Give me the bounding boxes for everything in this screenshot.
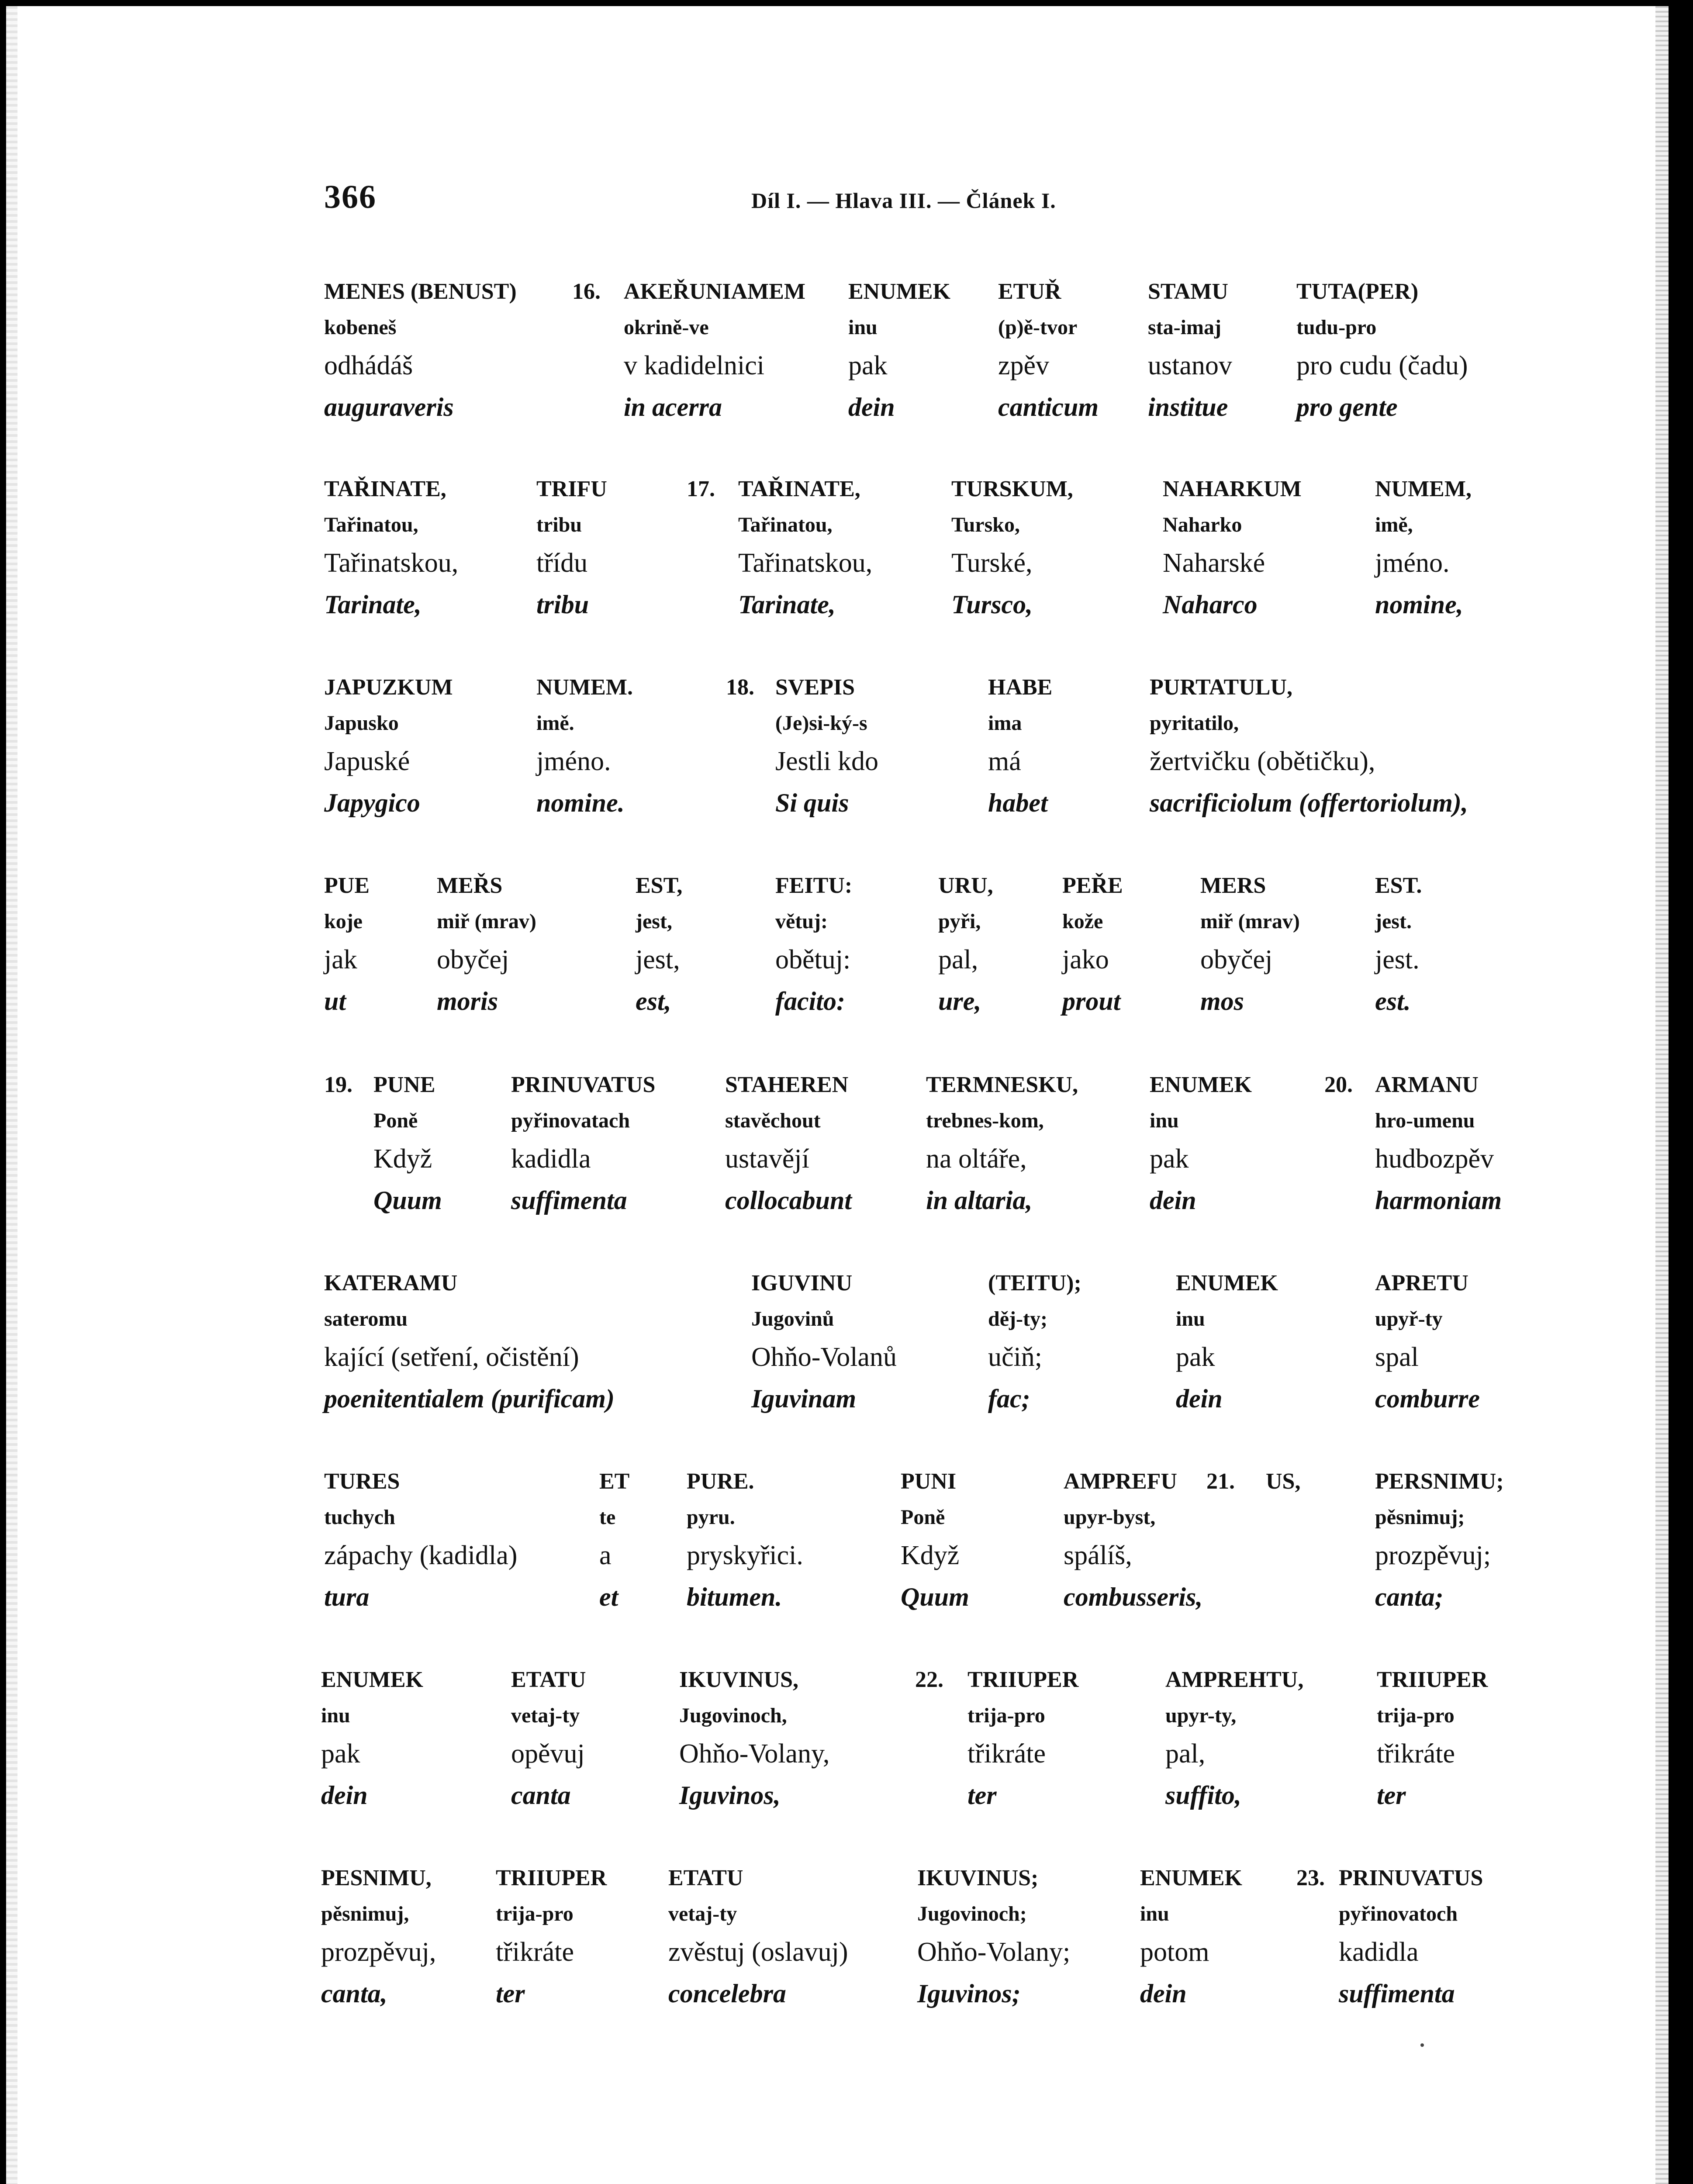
latin-translation: Naharco [1163, 590, 1258, 619]
umbrian-word: KATERAMU [324, 1271, 458, 1296]
umbrian-word: NAHARKUM [1163, 477, 1302, 501]
czech-translation: Ohňo-Volany; [917, 1937, 1071, 1967]
section-number-20: 20. [1324, 1072, 1353, 1097]
umbrian-word: ARMANU [1375, 1072, 1479, 1097]
latin-translation: tribu [536, 590, 589, 619]
umbrian-word: TURSKUM, [951, 477, 1073, 501]
umbrian-word: PESNIMU, [321, 1866, 432, 1890]
czech-translation: obětuj: [775, 945, 851, 975]
transliteration: miř (mrav) [1200, 910, 1300, 933]
word-column [679, 1664, 829, 1815]
transliteration: vetaj-ty [668, 1902, 737, 1925]
czech-translation: pak [1176, 1342, 1215, 1372]
latin-translation: dein [848, 393, 895, 422]
czech-translation: obyčej [437, 945, 509, 975]
czech-translation: jako [1062, 945, 1109, 975]
word-column [324, 870, 370, 1021]
transliteration: ima [988, 712, 1022, 735]
word-column [1375, 473, 1472, 625]
czech-translation: kadidla [1339, 1937, 1419, 1967]
transliteration: sta-imaj [1148, 316, 1221, 339]
transliteration: větuj: [775, 910, 828, 933]
umbrian-word: PUNI [901, 1469, 957, 1494]
latin-translation: Quum [373, 1186, 442, 1215]
latin-translation: et [599, 1583, 618, 1611]
word-column [496, 1863, 607, 2014]
latin-translation: canta; [1375, 1583, 1444, 1611]
czech-translation: kadidla [511, 1144, 591, 1174]
latin-translation: facito: [775, 987, 845, 1016]
transliteration: pyřinovatach [511, 1109, 630, 1132]
transliteration: Tursko, [951, 513, 1020, 536]
umbrian-word: STAHEREN [725, 1072, 849, 1097]
transliteration: pyritatilo, [1150, 712, 1239, 735]
transliteration: Poně [373, 1109, 418, 1132]
transliteration: pyřinovatoch [1339, 1902, 1458, 1925]
umbrian-word: APRETU [1375, 1271, 1468, 1296]
transliteration: te [599, 1506, 616, 1529]
umbrian-word: AKEŘUNIAMEM [624, 279, 805, 304]
word-column [1165, 1664, 1303, 1815]
interlinear-block-6 [0, 1268, 1693, 1412]
transliteration: inu [1150, 1109, 1179, 1132]
transliteration: upyr-byst, [1064, 1506, 1156, 1529]
transliteration: Tařinatou, [324, 513, 418, 536]
transliteration [1266, 1503, 1300, 1538]
czech-translation: spal [1375, 1342, 1419, 1372]
latin-translation: concelebra [668, 1979, 786, 2008]
transliteration: Jugovinoch, [679, 1704, 787, 1727]
latin-translation: fac; [988, 1384, 1030, 1413]
word-column [1150, 1069, 1252, 1220]
czech-translation: Ohňo-Volany, [679, 1739, 830, 1769]
transliteration: trebnes-kom, [926, 1109, 1044, 1132]
latin-translation: collocabunt [725, 1186, 852, 1215]
latin-translation: institue [1148, 393, 1228, 422]
umbrian-word: ENUMEK [1140, 1866, 1242, 1890]
latin-translation: ter [496, 1979, 525, 2008]
transliteration: děj-ty; [988, 1307, 1047, 1330]
umbrian-word: IKUVINUS, [679, 1667, 799, 1692]
word-column [738, 473, 872, 625]
czech-translation: jak [324, 945, 357, 975]
czech-translation: opěvuj [511, 1739, 585, 1769]
umbrian-word: TAŘINATE, [738, 477, 860, 501]
transliteration: inu [1176, 1307, 1205, 1330]
transliteration: jest. [1375, 910, 1412, 933]
interlinear-block-3 [0, 672, 1693, 816]
czech-translation: Tařinatskou, [324, 548, 459, 578]
czech-translation: kající (setření, očistění) [324, 1342, 579, 1372]
czech-translation: Když [373, 1144, 432, 1174]
word-column [324, 473, 458, 625]
latin-translation: Tarinate, [324, 590, 422, 619]
transliteration: Poně [901, 1506, 945, 1529]
czech-translation: třídu [536, 548, 588, 578]
latin-translation: Tursco, [951, 590, 1033, 619]
latin-translation: Iguvinos, [679, 1781, 781, 1810]
transliteration: kobeneš [324, 316, 397, 339]
umbrian-word: SVEPIS [775, 675, 855, 700]
umbrian-word: FEITU: [775, 873, 853, 898]
latin-translation: dein [321, 1781, 368, 1810]
latin-translation: suffimenta [511, 1186, 627, 1215]
transliteration: tuchych [324, 1506, 395, 1529]
word-column [775, 672, 878, 823]
umbrian-word: ETATU [668, 1866, 743, 1890]
latin-translation: Japygico [324, 788, 420, 817]
umbrian-word: PUE [324, 873, 370, 898]
word-column [1375, 1268, 1480, 1419]
word-column [917, 1863, 1070, 2014]
word-column [636, 870, 682, 1021]
transliteration: okrině-ve [624, 316, 709, 339]
word-column [751, 1268, 897, 1419]
umbrian-word: (TEITU); [988, 1271, 1081, 1296]
word-column [848, 276, 950, 427]
umbrian-word: ENUMEK [1150, 1072, 1252, 1097]
word-column [1176, 1268, 1278, 1419]
transliteration: Tařinatou, [738, 513, 833, 536]
page-number: 366 [324, 179, 377, 215]
transliteration: Japusko [324, 712, 399, 735]
latin-translation: suffimenta [1339, 1979, 1455, 2008]
word-column [373, 1069, 442, 1220]
section-number-16: 16. [572, 279, 601, 304]
interlinear-block-9 [0, 1863, 1693, 2007]
word-column [1266, 1466, 1300, 1617]
word-column [1064, 1466, 1202, 1617]
word-column [1296, 276, 1468, 427]
section-number-18: 18. [726, 675, 754, 700]
latin-translation: Quum [901, 1583, 969, 1611]
latin-translation: auguraveris [324, 393, 454, 422]
umbrian-word: TUTA(PER) [1296, 279, 1419, 304]
transliteration: Jugovinů [751, 1307, 834, 1330]
czech-translation: Naharské [1163, 548, 1265, 578]
umbrian-word: TERMNESKU, [926, 1072, 1078, 1097]
latin-translation: in acerra [624, 393, 722, 422]
umbrian-word: MEŘS [437, 873, 503, 898]
transliteration: trija-pro [967, 1704, 1045, 1727]
czech-translation: zápachy (kadidla) [324, 1541, 518, 1570]
umbrian-word: URU, [938, 873, 993, 898]
czech-translation: Tařinatskou, [738, 548, 873, 578]
transliteration: pěsnimuj; [1375, 1506, 1465, 1529]
czech-translation: obyčej [1200, 945, 1273, 975]
latin-translation: pro gente [1296, 393, 1398, 422]
umbrian-word: ET [599, 1469, 630, 1494]
word-column [1375, 1466, 1504, 1617]
latin-translation: Si quis [775, 788, 849, 817]
czech-translation: hudbozpěv [1375, 1144, 1494, 1174]
transliteration: pyři, [938, 910, 981, 933]
word-column [1163, 473, 1302, 625]
transliteration: trija-pro [1377, 1704, 1455, 1727]
latin-translation: mos [1200, 987, 1244, 1016]
interlinear-block-2 [0, 473, 1693, 618]
transliteration: imě, [1375, 513, 1413, 536]
czech-translation: třikráte [496, 1937, 574, 1967]
umbrian-word: TURES [324, 1469, 400, 1494]
word-column [1200, 870, 1300, 1021]
umbrian-word: PRINUVATUS [511, 1072, 656, 1097]
interlinear-block-4 [0, 870, 1693, 1014]
czech-translation: má [988, 746, 1021, 776]
interlinear-block-5 [0, 1069, 1693, 1213]
umbrian-word: AMPREFU [1064, 1469, 1177, 1494]
transliteration: pyru. [687, 1506, 735, 1529]
interlinear-block-8 [0, 1664, 1693, 1808]
interlinear-block-1 [0, 276, 1693, 420]
ink-speck [1420, 2043, 1424, 2047]
umbrian-word: TAŘINATE, [324, 477, 446, 501]
transliteration: upyr-ty, [1165, 1704, 1237, 1727]
czech-translation: Turské, [951, 548, 1033, 578]
latin-translation: combusseris, [1064, 1583, 1203, 1611]
umbrian-word: ETUŘ [998, 279, 1061, 304]
scan-border-top [0, 0, 1693, 6]
word-column [321, 1664, 423, 1815]
umbrian-word: ENUMEK [1176, 1271, 1278, 1296]
transliteration: inu [1140, 1902, 1169, 1925]
section-number-23: 23. [1296, 1866, 1325, 1890]
latin-translation: comburre [1375, 1384, 1480, 1413]
czech-translation: pro cudu (čadu) [1296, 351, 1468, 380]
word-column [687, 1466, 803, 1617]
umbrian-word: IKUVINUS; [917, 1866, 1039, 1890]
umbrian-word: US, [1266, 1469, 1301, 1494]
czech-translation: a [599, 1541, 612, 1570]
word-column [324, 1466, 517, 1617]
umbrian-word: MENES (BENUST) [324, 279, 517, 304]
transliteration: imě. [536, 712, 574, 735]
czech-translation: pal, [938, 945, 978, 975]
word-column [938, 870, 993, 1021]
czech-translation: prozpěvuj; [1375, 1541, 1491, 1570]
czech-translation: potom [1140, 1937, 1209, 1967]
word-column [1150, 672, 1468, 823]
transliteration: koje [324, 910, 363, 933]
umbrian-word: TRIFU [536, 477, 607, 501]
word-column [775, 870, 852, 1021]
word-column [511, 1664, 586, 1815]
umbrian-word: STAMU [1148, 279, 1228, 304]
transliteration: upyř-ty [1375, 1307, 1443, 1330]
word-column [998, 276, 1099, 427]
word-column [536, 672, 633, 823]
running-head [0, 178, 1693, 231]
transliteration: tribu [536, 513, 582, 536]
word-column [988, 672, 1052, 823]
transliteration: Jugovinoch; [917, 1902, 1027, 1925]
word-column [988, 1268, 1081, 1419]
word-column [951, 473, 1073, 625]
czech-translation: zpěv [998, 351, 1050, 380]
umbrian-word: JAPUZKUM [324, 675, 453, 700]
word-column [324, 672, 453, 823]
czech-translation: zvěstuj (oslavuj) [668, 1937, 848, 1967]
transliteration: inu [848, 316, 878, 339]
czech-translation: Jestli kdo [775, 746, 878, 776]
word-column [599, 1466, 629, 1617]
czech-translation: pak [1150, 1144, 1189, 1174]
latin-translation: sacrificiolum (offertoriolum), [1150, 788, 1468, 817]
czech-translation: jest, [636, 945, 680, 975]
czech-translation: Japuské [324, 746, 410, 776]
word-column [1140, 1863, 1242, 2014]
czech-translation: odhádáš [324, 351, 413, 380]
czech-translation: ustanov [1148, 351, 1232, 380]
umbrian-word: IGUVINU [751, 1271, 853, 1296]
czech-translation: jméno. [536, 746, 611, 776]
word-column [967, 1664, 1078, 1815]
czech-translation: žertvičku (obětičku), [1150, 746, 1375, 776]
czech-translation: Když [901, 1541, 960, 1570]
czech-translation: jest. [1375, 945, 1420, 975]
latin-translation: dein [1140, 1979, 1187, 2008]
word-column [324, 276, 517, 427]
czech-translation: učiň; [988, 1342, 1042, 1372]
umbrian-word: ETATU [511, 1667, 586, 1692]
word-column [1377, 1664, 1488, 1815]
section-number-21: 21. [1206, 1469, 1235, 1494]
czech-translation: pal, [1165, 1739, 1206, 1769]
latin-translation: canticum [998, 393, 1099, 422]
umbrian-word: PURE. [687, 1469, 754, 1494]
umbrian-word: PRINUVATUS [1339, 1866, 1483, 1890]
word-column [536, 473, 607, 625]
czech-translation: pak [848, 351, 888, 380]
transliteration: Naharko [1163, 513, 1242, 536]
umbrian-word: NUMEM, [1375, 477, 1472, 501]
czech-translation: na oltáře, [926, 1144, 1027, 1174]
czech-translation: třikráte [967, 1739, 1046, 1769]
word-column [1375, 870, 1422, 1021]
word-column [926, 1069, 1078, 1220]
interlinear-block-7 [0, 1466, 1693, 1610]
umbrian-word: AMPREHTU, [1165, 1667, 1304, 1692]
umbrian-word: ENUMEK [321, 1667, 423, 1692]
latin-translation: harmoniam [1375, 1186, 1502, 1215]
latin-translation: in altaria, [926, 1186, 1033, 1215]
transliteration: (Je)si-ký-s [775, 712, 867, 735]
umbrian-word: PEŘE [1062, 873, 1123, 898]
transliteration: inu [321, 1704, 350, 1727]
czech-translation: ustavějí [725, 1144, 809, 1174]
latin-translation: nomine. [536, 788, 625, 817]
czech-translation: třikráte [1377, 1739, 1455, 1769]
transliteration: pěsnimuj, [321, 1902, 409, 1925]
latin-translation: Iguvinos; [917, 1979, 1021, 2008]
umbrian-word: HABE [988, 675, 1053, 700]
word-column [725, 1069, 852, 1220]
latin-translation: dein [1176, 1384, 1223, 1413]
czech-translation: spálíš, [1064, 1541, 1132, 1570]
word-column [1339, 1863, 1483, 2014]
latin-translation: habet [988, 788, 1048, 817]
czech-translation [1266, 1538, 1300, 1582]
latin-translation: Tarinate, [738, 590, 836, 619]
latin-translation: ter [967, 1781, 997, 1810]
word-column [1062, 870, 1123, 1021]
czech-translation: pryskyřici. [687, 1541, 803, 1570]
czech-translation: pak [321, 1739, 360, 1769]
latin-translation: bitumen. [687, 1583, 782, 1611]
section-number-17: 17. [687, 477, 715, 501]
running-title: Díl I. — Hlava III. — Článek I. [751, 188, 1056, 213]
transliteration: miř (mrav) [437, 910, 536, 933]
czech-translation: Ohňo-Volanů [751, 1342, 897, 1372]
word-column [668, 1863, 848, 2014]
section-number-19: 19. [324, 1072, 352, 1097]
umbrian-word: EST. [1375, 873, 1422, 898]
word-column [324, 1268, 615, 1419]
latin-translation: est, [636, 987, 671, 1016]
latin-translation: canta [511, 1781, 571, 1810]
word-column [437, 870, 536, 1021]
latin-translation: canta, [321, 1979, 387, 2008]
latin-translation: prout [1062, 987, 1121, 1016]
word-column [321, 1863, 436, 2014]
latin-translation: Iguvinam [751, 1384, 857, 1413]
word-column [1148, 276, 1232, 427]
latin-translation: ure, [938, 987, 981, 1016]
latin-translation: dein [1150, 1186, 1196, 1215]
umbrian-word: PUNE [373, 1072, 435, 1097]
umbrian-word: TRIIUPER [496, 1866, 607, 1890]
word-column [624, 276, 805, 427]
latin-translation: suffito, [1165, 1781, 1241, 1810]
latin-translation: est. [1375, 987, 1411, 1016]
umbrian-word: PURTATULU, [1150, 675, 1293, 700]
section-number-22: 22. [915, 1667, 943, 1692]
latin-translation: poenitentialem (purificam) [324, 1384, 615, 1413]
transliteration: sateromu [324, 1307, 408, 1330]
latin-translation: moris [437, 987, 498, 1016]
umbrian-word: TRIIUPER [1377, 1667, 1488, 1692]
umbrian-word: MERS [1200, 873, 1266, 898]
umbrian-word: ENUMEK [848, 279, 950, 304]
transliteration: trija-pro [496, 1902, 574, 1925]
czech-translation: prozpěvuj, [321, 1937, 436, 1967]
latin-translation: ut [324, 987, 346, 1016]
latin-translation: ter [1377, 1781, 1406, 1810]
transliteration: stavěchout [725, 1109, 821, 1132]
word-column [901, 1466, 969, 1617]
transliteration: (p)ě-tvor [998, 316, 1078, 339]
czech-translation: v kadidelnici [624, 351, 764, 380]
umbrian-word: EST, [636, 873, 683, 898]
word-column [511, 1069, 655, 1220]
transliteration: vetaj-ty [511, 1704, 580, 1727]
latin-translation: tura [324, 1583, 370, 1611]
transliteration: hro-umenu [1375, 1109, 1475, 1132]
umbrian-word: TRIIUPER [967, 1667, 1079, 1692]
umbrian-word: PERSNIMU; [1375, 1469, 1504, 1494]
latin-translation: nomine, [1375, 590, 1463, 619]
czech-translation: jméno. [1375, 548, 1450, 578]
umbrian-word: NUMEM. [536, 675, 633, 700]
transliteration: jest, [636, 910, 672, 933]
word-column [1375, 1069, 1502, 1220]
latin-translation [1266, 1582, 1300, 1617]
transliteration: tudu-pro [1296, 316, 1377, 339]
transliteration: kože [1062, 910, 1103, 933]
